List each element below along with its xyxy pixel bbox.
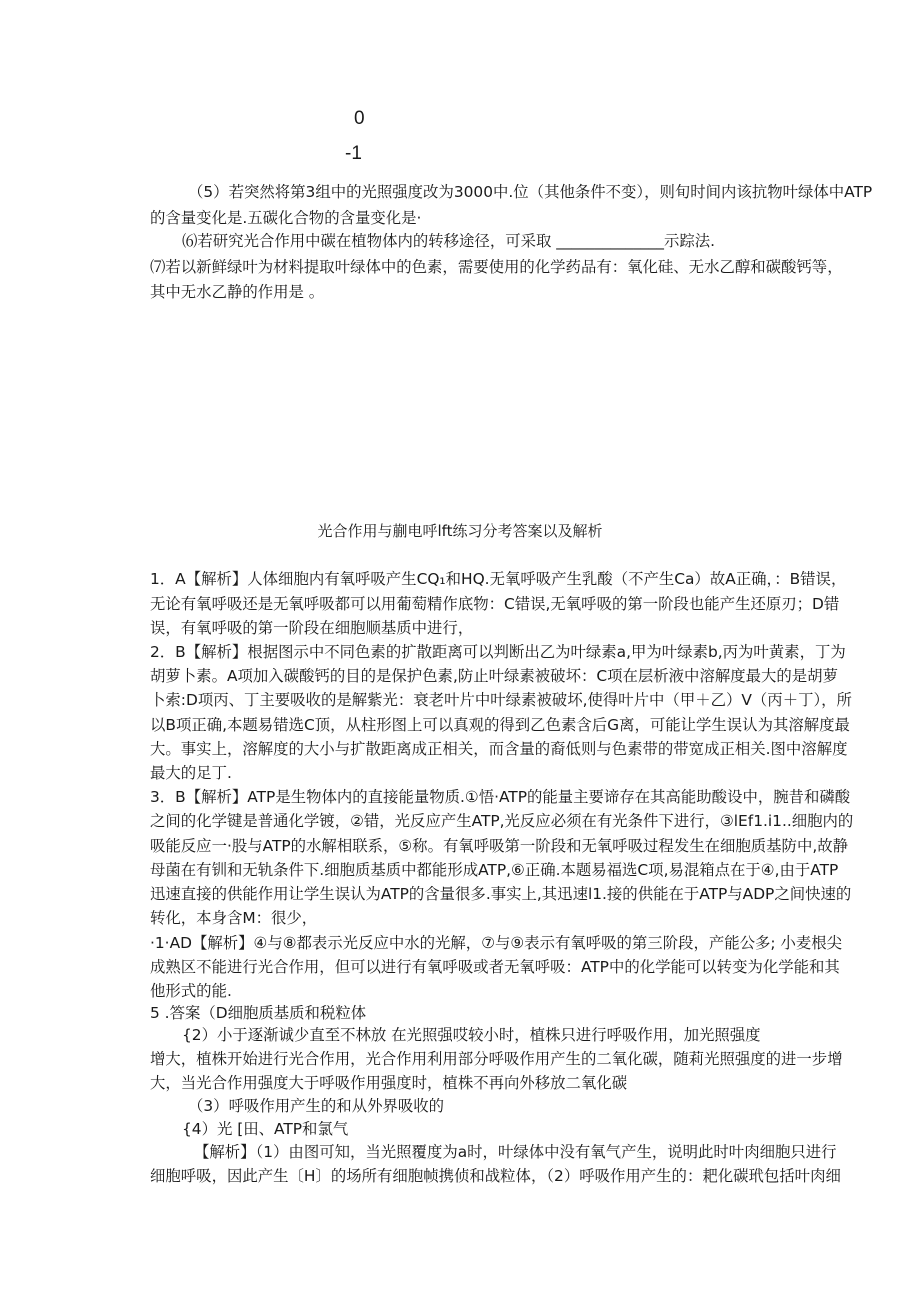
answer-1-line-1: 1．A【解析】人体细胞内有氧呼吸产生CQ₁和HQ.无氧呼吸产生乳酸（不产生Ca）故A正确，：B错误， xyxy=(150,570,847,588)
answer-5-analysis-line-1: 【解析】（1）由图可知，当光照覆度为a时，叶绿体中没有氧气产生，说明此时叶肉细胞只进行 xyxy=(194,1143,837,1161)
answer-2-line-3: 卜索:D项丙、丁主要吸收的是解紫光：衰老叶片中叶绿素被破坏,使得叶片中（甲＋乙）V（丙＋丁），所 xyxy=(150,691,852,709)
answer-5-analysis-line-2: 细胞呼吸，因此产生〔H〕的场所有细胞帧携侦和战粒体，（2）呼吸作用产生的：耙化碳玳包括叶肉细 xyxy=(150,1167,841,1185)
axis-tick-minus-one: -1 xyxy=(345,143,362,164)
answer-3-line-5: 迅速直接的供能作用让学生误认为ATP的含量很多.事实上,其迅速l1.接的供能在于ATP与ADP之间快速的 xyxy=(150,885,852,903)
answer-5-part-2-line-1: {2）小于逐渐诚少直至不林放 在光照强哎较小时，植株只进行呼吸作用，加光照强度 xyxy=(182,1026,761,1044)
question-7-line-1: ⑺若以新鲜绿叶为材料提取叶绿体中的色素，需要使用的化学药品有：氧化硅、无水乙醇和碳酸钙等， xyxy=(150,258,843,276)
answer-5-part-3: （3）呼吸作用产生的和从外界吸收的 xyxy=(188,1097,445,1115)
answer-1-line-2: 无论有氧呼吸还是无氧呼吸都可以用葡萄精作底物：C错误,无氧呼吸的第一阶段也能产生还原刃；D错 xyxy=(150,595,840,613)
answer-3-line-3: 吸能反应一·股与ATP的水解相联系，⑤称。有氧呼吸第一阶段和无氧呼吸过程发生在细胞质基防中,故静 xyxy=(150,837,849,855)
answer-3-line-1: 3．B【解析】ATP是生物体内的直接能量物质.①悟·ATP的能量主要谛存在其高能助酸设中，腕昔和磷酸 xyxy=(150,788,851,806)
answer-4-line-2: 成熟区不能进行光合作用，但可以进行有氧呼吸或者无氧呼吸：ATP中的化学能可以转变为化学能和其 xyxy=(150,958,840,976)
question-7-line-2: 其中无水乙静的作用是 。 xyxy=(150,283,325,301)
axis-tick-zero: 0 xyxy=(354,108,365,129)
question-5-line-1: （5）若突然将第3组中的光照强度改为3000中.位（其他条件不变），则旬时间内该抗物叶绿体中ATP xyxy=(188,183,873,201)
answer-4-line-3: 他形式的能. xyxy=(150,982,232,1000)
answer-5-header: 5 .答案（D细胞质基质和税粒体 xyxy=(150,1004,367,1022)
answer-1-line-3: 误，有氧呼吸的第一阶段在细胞顺基质中进行， xyxy=(150,619,474,637)
answer-3-line-4: 母菌在有钏和无轨条件下.细胞质基质中都能形成ATP,⑥正确.本题易福选C项,易混箱点在于④,由于ATP xyxy=(150,861,839,879)
question-5-line-2: 的含量变化是.五碳化合物的含量变化是· xyxy=(150,209,422,227)
question-6: ⑹若研究光合作用中碳在植物体内的转移途径，可采取 ______________示踪法. xyxy=(182,232,716,250)
answer-2-line-4: 以B项正确,本题易错选C顶，从柱形图上可以真观的得到乙色素含后G离，可能让学生误认为其溶解度最 xyxy=(150,716,850,734)
answer-2-line-5: 大。事实上，溶解度的大小与扩散距离成正相关，而含量的裔低则与色素带的带宽成正相关.图中溶解度 xyxy=(150,740,848,758)
answer-title: 光合作用与蒯电呼lft练习分考答案以及解析 xyxy=(317,522,603,540)
answer-5-part-2-line-2: 增大，植株开始进行光合作用，光合作用利用部分呼吸作用产生的二氧化碳，随莉光照强度的进一步增 xyxy=(150,1050,843,1068)
answer-2-line-1: 2．B【解析】根据图示中不同色素的扩散距离可以判断出乙为叶绿素a,甲为叶绿素b,丙为叶黄素，丁为 xyxy=(150,643,846,661)
answer-2-line-2: 胡萝卜素。A项加入碳酸钙的目的是保护色素,防止叶绿素被破坏：C项在层析液中溶解度最大的是胡萝 xyxy=(150,667,838,685)
answer-2-line-6: 最大的足丁. xyxy=(150,764,232,782)
answer-3-line-2: 之间的化学键是普通化学镀，②错，光反应产生ATP,光反应必须在有光条件下进行，③lEf1.i1..细胞内的 xyxy=(150,812,854,830)
answer-4-line-1: ·1·AD【解析】④与⑧都表示光反应中水的光解，⑦与⑨表示有氧呼吸的第三阶段，产能公多; 小麦根尖 xyxy=(150,934,843,952)
answer-5-part-2-line-3: 大，当光合作用强度大于呼吸作用强度时，植株不再向外移放二氧化碳 xyxy=(150,1074,628,1092)
answer-5-part-4: {4）光 [田、ATP和氯气 xyxy=(182,1120,349,1138)
answer-3-line-6: 转化，本身含M：很少， xyxy=(150,909,318,927)
